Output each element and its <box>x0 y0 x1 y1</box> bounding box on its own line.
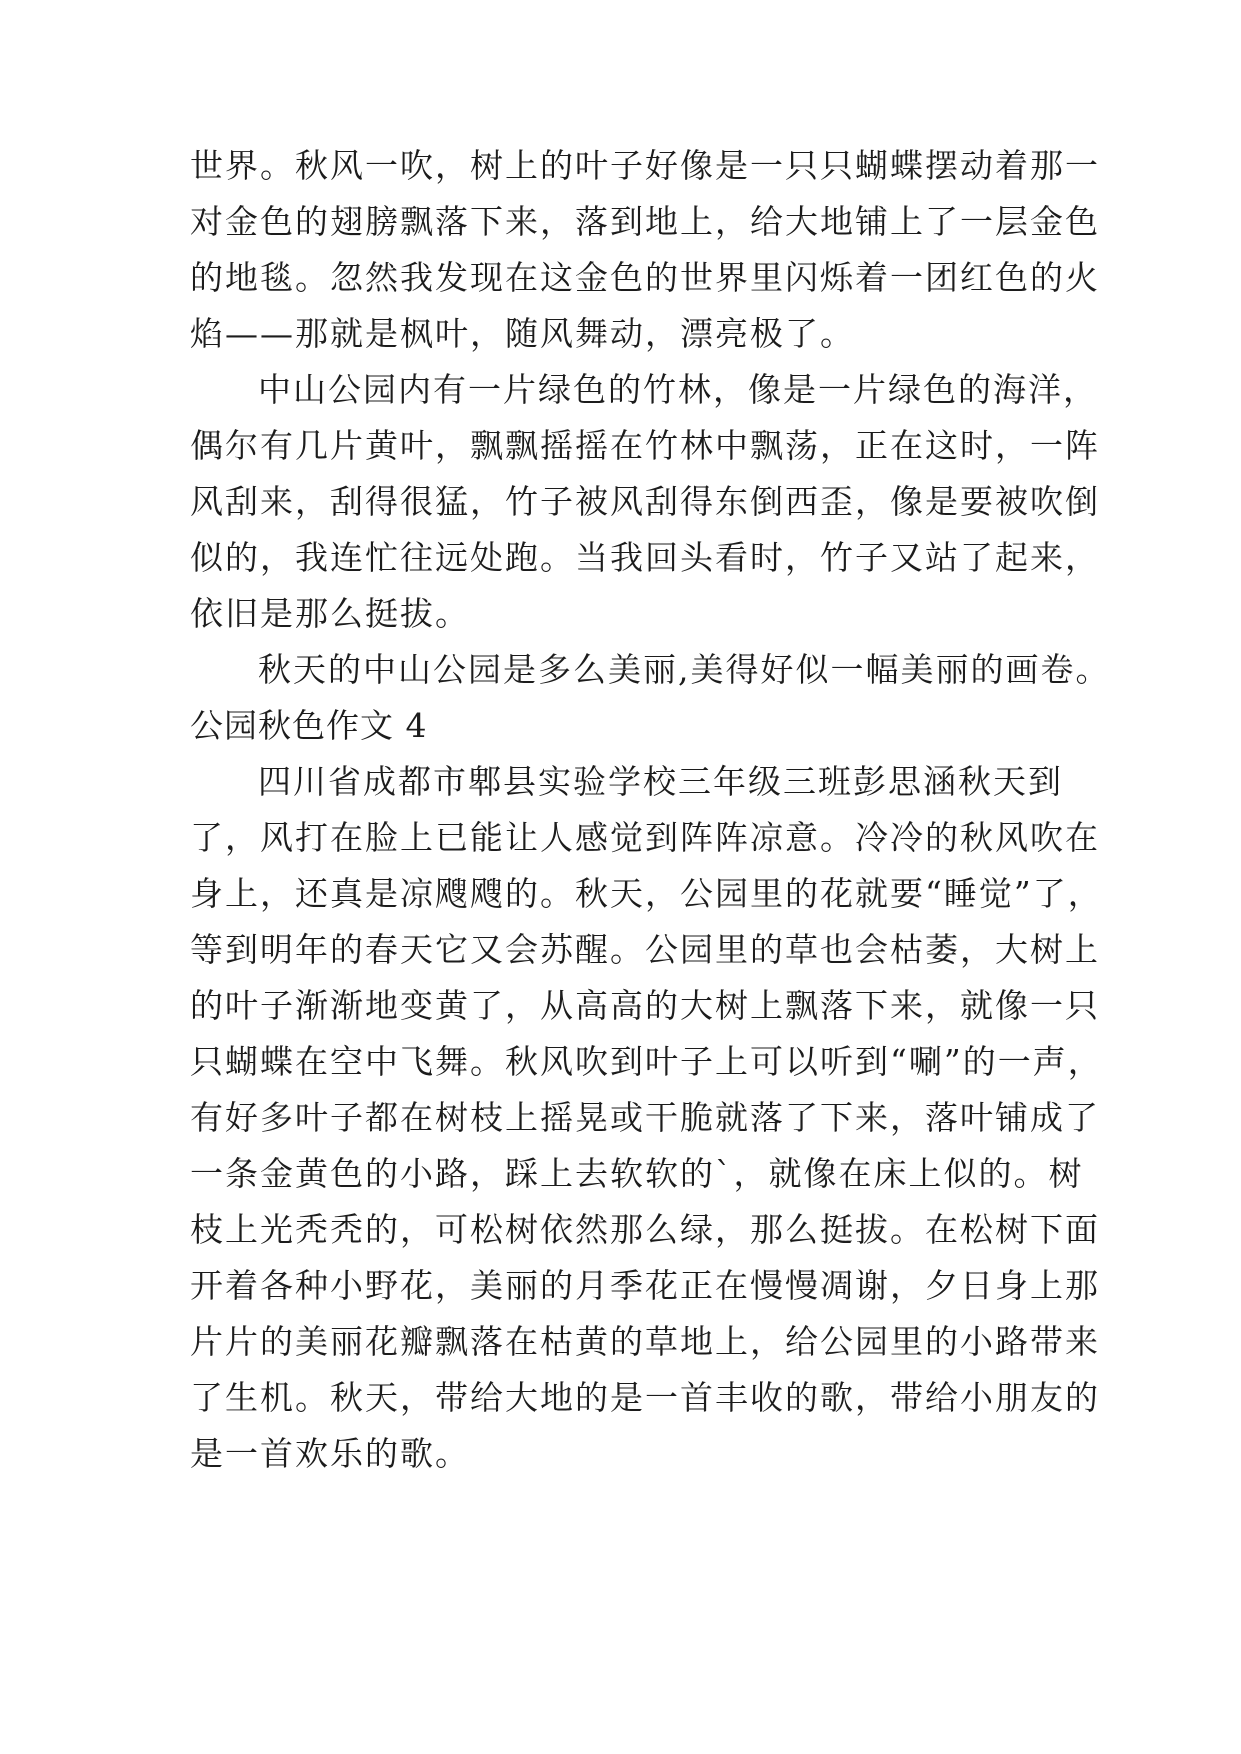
text-line: 似的，我连忙往远处跑。当我回头看时，竹子又站了起来， <box>190 538 1100 577</box>
text-line: 对金色的翅膀飘落下来，落到地上，给大地铺上了一层金色 <box>190 202 1100 241</box>
text-line: 枝上光秃秃的，可松树依然那么绿，那么挺拔。在松树下面 <box>190 1210 1100 1249</box>
text-line: 是一首欢乐的歌。 <box>190 1434 470 1473</box>
text-line: 开着各种小野花，美丽的月季花正在慢慢凋谢，夕日身上那 <box>190 1266 1100 1305</box>
text-line: 了生机。秋天，带给大地的是一首丰收的歌，带给小朋友的 <box>190 1378 1100 1417</box>
text-line: 有好多叶子都在树枝上摇晃或干脆就落了下来，落叶铺成了 <box>190 1098 1100 1137</box>
text-line: 依旧是那么挺拔。 <box>190 594 470 633</box>
text-line: 等到明年的春天它又会苏醒。公园里的草也会枯萎，大树上 <box>190 930 1100 969</box>
text-line: 的地毯。忽然我发现在这金色的世界里闪烁着一团红色的火 <box>190 258 1100 297</box>
text-line: 了，风打在脸上已能让人感觉到阵阵凉意。冷冷的秋风吹在 <box>190 818 1100 857</box>
text-line: 焰——那就是枫叶，随风舞动，漂亮极了。 <box>190 314 855 353</box>
text-line: 只蝴蝶在空中飞舞。秋风吹到叶子上可以听到“唰”的一声， <box>190 1042 1103 1081</box>
section-heading: 公园秋色作文 4 <box>190 706 428 745</box>
text-line: 的叶子渐渐地变黄了，从高高的大树上飘落下来，就像一只 <box>190 986 1100 1025</box>
paragraph-start-line: 四川省成都市郫县实验学校三年级三班彭思涵秋天到 <box>258 762 1063 801</box>
text-line: 片片的美丽花瓣飘落在枯黄的草地上，给公园里的小路带来 <box>190 1322 1100 1361</box>
paragraph-start-line: 中山公园内有一片绿色的竹林，像是一片绿色的海洋， <box>258 370 1098 409</box>
text-line: 世界。秋风一吹，树上的叶子好像是一只只蝴蝶摆动着那一 <box>190 146 1100 185</box>
text-line: 身上，还真是凉飕飕的。秋天，公园里的花就要“睡觉”了， <box>190 874 1103 913</box>
text-line: 风刮来，刮得很猛，竹子被风刮得东倒西歪，像是要被吹倒 <box>190 482 1100 521</box>
text-line: 一条金黄色的小路，踩上去软软的`，就像在床上似的。树 <box>190 1154 1084 1193</box>
text-line: 偶尔有几片黄叶，飘飘摇摇在竹林中飘荡，正在这时，一阵 <box>190 426 1100 465</box>
paragraph-start-line: 秋天的中山公园是多么美丽,美得好似一幅美丽的画卷。 <box>258 650 1111 689</box>
